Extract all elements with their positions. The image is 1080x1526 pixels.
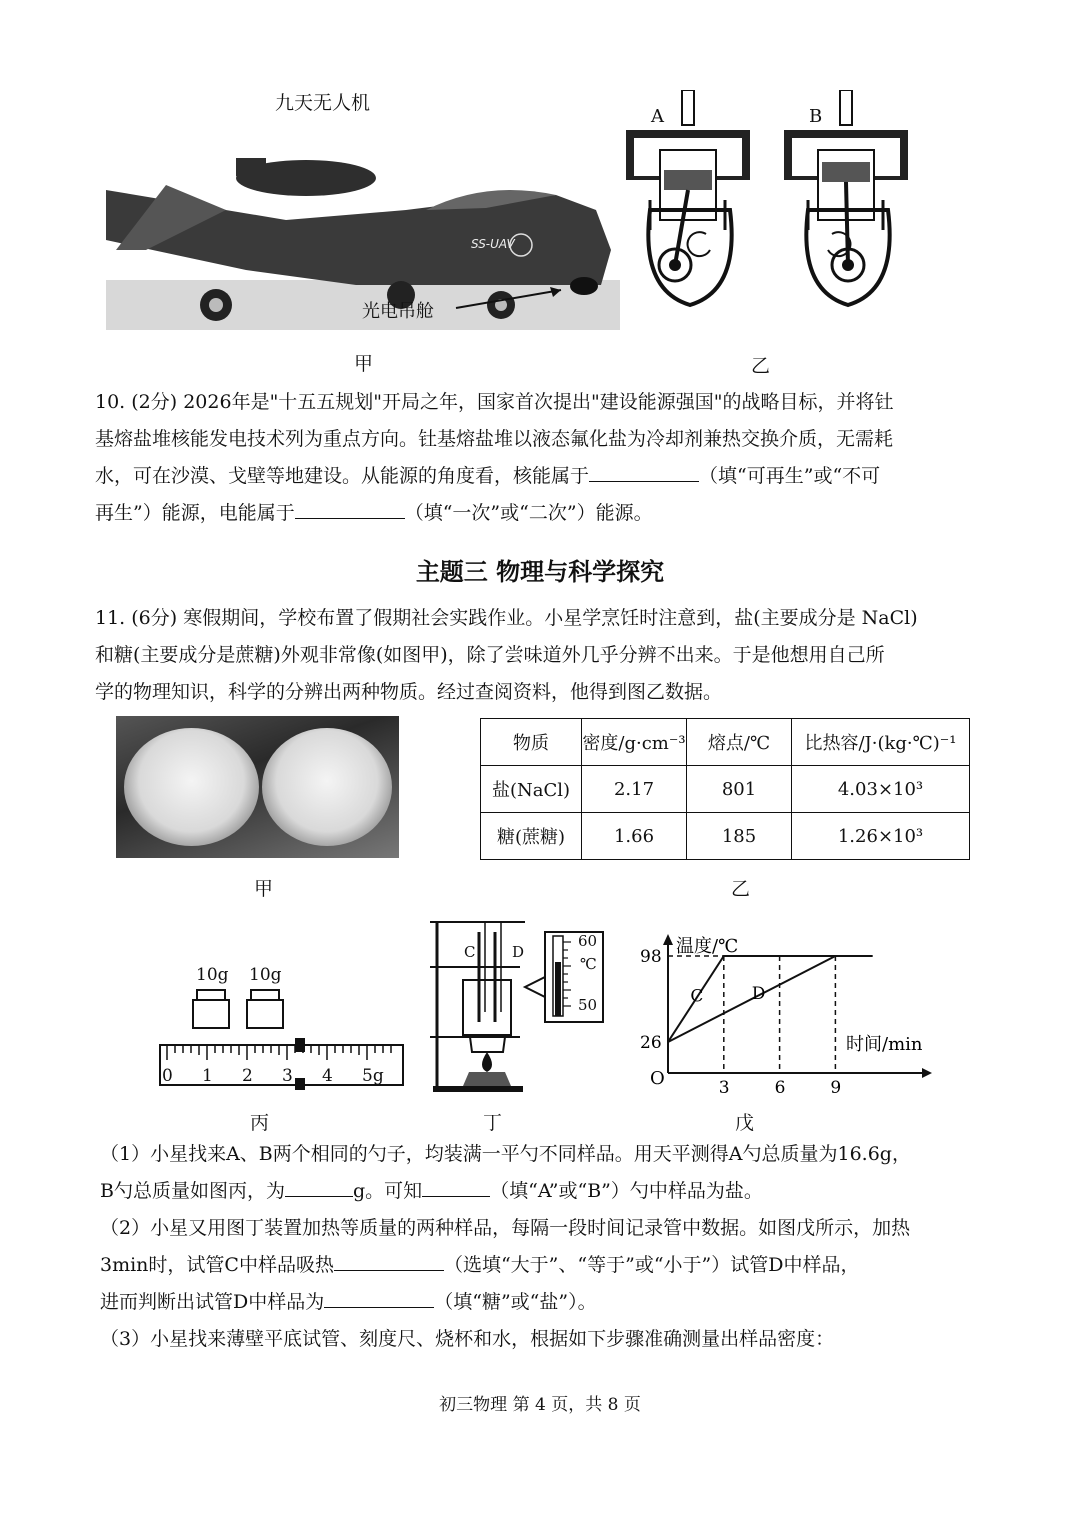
q11-p1-hint: （填“A”或“B”）勺中样品为盐。 — [490, 1180, 763, 1202]
table-cell: 1.26×10³ — [792, 813, 970, 860]
section-title: 主题三 物理与科学探究 — [415, 558, 665, 586]
uav-body-text: SS-UAV — [471, 237, 515, 251]
chart-svg — [640, 928, 940, 1103]
q11-line1: 11. (6分) 寒假期间，学校布置了假期社会实践作业。小星学烹饪时注意到，盐(主要成分是 NaCl) — [95, 607, 918, 629]
q11-p2-hint: （选填“大于”、“等于”或“小于”）试管D中样品， — [443, 1254, 860, 1276]
tube-d-label: D — [512, 943, 525, 961]
table-cell: 801 — [687, 766, 792, 813]
question-11 — [95, 600, 975, 711]
uav-title: 九天无人机 — [275, 92, 371, 114]
q11-line3: 学的物理知识，科学的分辨出两种物质。经过查阅资料，他得到图乙数据。 — [95, 681, 723, 703]
q11-p3-line1: （3）小星找来薄壁平底试管、刻度尺、烧杯和水，根据如下步骤准确测量出样品密度： — [100, 1328, 835, 1350]
q10-line4 — [95, 495, 975, 532]
scale-tick: 0 — [162, 1066, 173, 1086]
q11-p2-line1: （2）小星又用图丁装置加热等质量的两种样品，每隔一段时间记录管中数据。如图戊所示，加热 — [100, 1217, 911, 1239]
q11-parts — [100, 1136, 980, 1358]
q10-line4-text: 再生”）能源，电能属于 — [95, 502, 295, 524]
engine-b-label: B — [809, 106, 823, 127]
x-tick-label: 3 — [718, 1078, 730, 1098]
caption-wu: 戊 — [735, 1112, 755, 1134]
x-axis-arrow — [922, 1068, 932, 1078]
q11-p1-text: B勺总质量如图丙，为 — [100, 1180, 285, 1202]
scale-tick: 5g — [362, 1066, 384, 1086]
q11-blank-heat[interactable] — [334, 1252, 444, 1271]
table-header: 物质 — [481, 719, 582, 766]
thermometer-bottom: 50 — [578, 996, 598, 1014]
q10-line1: 10. (2分) 2026年是"十五五规划"开局之年，国家首次提出"建设能源强国"的战略目标，并将钍 — [95, 391, 894, 413]
q11-p2-text: 3min时，试管C中样品吸热 — [100, 1254, 334, 1276]
q11-p2-text2: 进而判断出试管D中样品为 — [100, 1291, 325, 1313]
table-cell: 盐(NaCl) — [481, 766, 582, 813]
caption-bing: 丙 — [250, 1112, 270, 1134]
scale-tick: 4 — [322, 1066, 333, 1086]
q11-blank-sample[interactable] — [324, 1289, 434, 1308]
table-row — [481, 766, 970, 813]
q10-line3-text: 水，可在沙漠、戈壁等地建设。从能源的角度看，核能属于 — [95, 465, 590, 487]
engine-a-diagram — [620, 90, 760, 320]
property-table — [480, 718, 970, 860]
q11-p1-line2 — [100, 1173, 980, 1210]
table-row — [481, 813, 970, 860]
q11-blank-spoon[interactable] — [422, 1178, 490, 1197]
caption-yi-mid: 乙 — [731, 878, 751, 900]
table-cell: 1.66 — [582, 813, 687, 860]
q11-blank-mass[interactable] — [285, 1178, 353, 1197]
q11-p1-line1: （1）小星找来A、B两个相同的勺子，均装满一平勺不同样品。用天平测得A勺总质量为16.6g， — [100, 1143, 911, 1165]
engine-a-label: A — [651, 106, 664, 127]
q11-p2-line3 — [100, 1284, 980, 1321]
y-tick-label: 26 — [640, 1032, 662, 1053]
q11-p1-text2: g。可知 — [352, 1180, 423, 1202]
scale-tick: 1 — [202, 1066, 213, 1086]
engine-b-diagram — [778, 90, 918, 320]
caption-jia-mid: 甲 — [254, 878, 274, 900]
page-footer: 初三物理 第 4 页，共 8 页 — [439, 1395, 641, 1415]
weight-label-1: 10g — [196, 965, 229, 985]
x-tick-label: 6 — [774, 1078, 786, 1098]
thermometer-top: 60 — [578, 932, 598, 950]
q10-line2: 基熔盐堆核能发电技术列为重点方向。钍基熔盐堆以液态氟化盐为冷却剂兼热交换介质，无需耗 — [95, 428, 894, 450]
scale-tick: 2 — [242, 1066, 253, 1086]
thermometer-unit: ℃ — [580, 955, 597, 973]
table-cell: 糖(蔗糖) — [481, 813, 582, 860]
table-cell: 4.03×10³ — [792, 766, 970, 813]
salt-sugar-photo — [116, 716, 399, 858]
weight-label-2: 10g — [249, 965, 282, 985]
uav-pod-label: 光电吊舱 — [362, 301, 434, 322]
caption-yi-top: 乙 — [751, 355, 771, 377]
caption-jia-top: 甲 — [354, 353, 374, 375]
q10-line4-hint: （填“一次”或“二次”）能源。 — [404, 502, 653, 524]
chart-origin: O — [650, 1068, 665, 1089]
x-tick-label: 9 — [830, 1078, 842, 1098]
chart-ylabel: 温度/℃ — [676, 936, 739, 957]
table-header-row — [481, 719, 970, 766]
y-axis-arrow — [663, 934, 673, 945]
q11-line2: 和糖(主要成分是蔗糖)外观非常像(如图甲)，除了尝味道外几乎分辨不出来。于是他想用自己所 — [95, 644, 885, 666]
table-header: 密度/g·cm⁻³ — [582, 719, 687, 766]
series-label-C: C — [690, 986, 704, 1007]
q10-line3-hint: （填“可再生”或“不可 — [699, 465, 881, 487]
table-cell: 185 — [687, 813, 792, 860]
q10-line3 — [95, 458, 975, 495]
q10-blank-1[interactable] — [589, 463, 699, 482]
question-10 — [95, 384, 975, 532]
scale-tick: 3 — [282, 1066, 293, 1086]
caption-ding: 丁 — [483, 1112, 503, 1134]
chart-xlabel: 时间/min — [846, 1034, 923, 1055]
table-header: 熔点/℃ — [687, 719, 792, 766]
q11-p2-line2 — [100, 1247, 980, 1284]
tube-c-label: C — [464, 943, 476, 961]
salt-bowl — [124, 728, 259, 846]
q10-blank-2[interactable] — [295, 500, 405, 519]
y-tick-label: 98 — [640, 947, 662, 967]
q11-p2-hint2: （填“糖”或“盐”）。 — [434, 1291, 597, 1313]
table-header: 比热容/J·(kg·℃)⁻¹ — [792, 719, 970, 766]
sugar-bowl — [262, 728, 392, 846]
table-cell: 2.17 — [582, 766, 687, 813]
temperature-chart — [640, 928, 940, 1103]
series-label-D: D — [751, 983, 766, 1004]
